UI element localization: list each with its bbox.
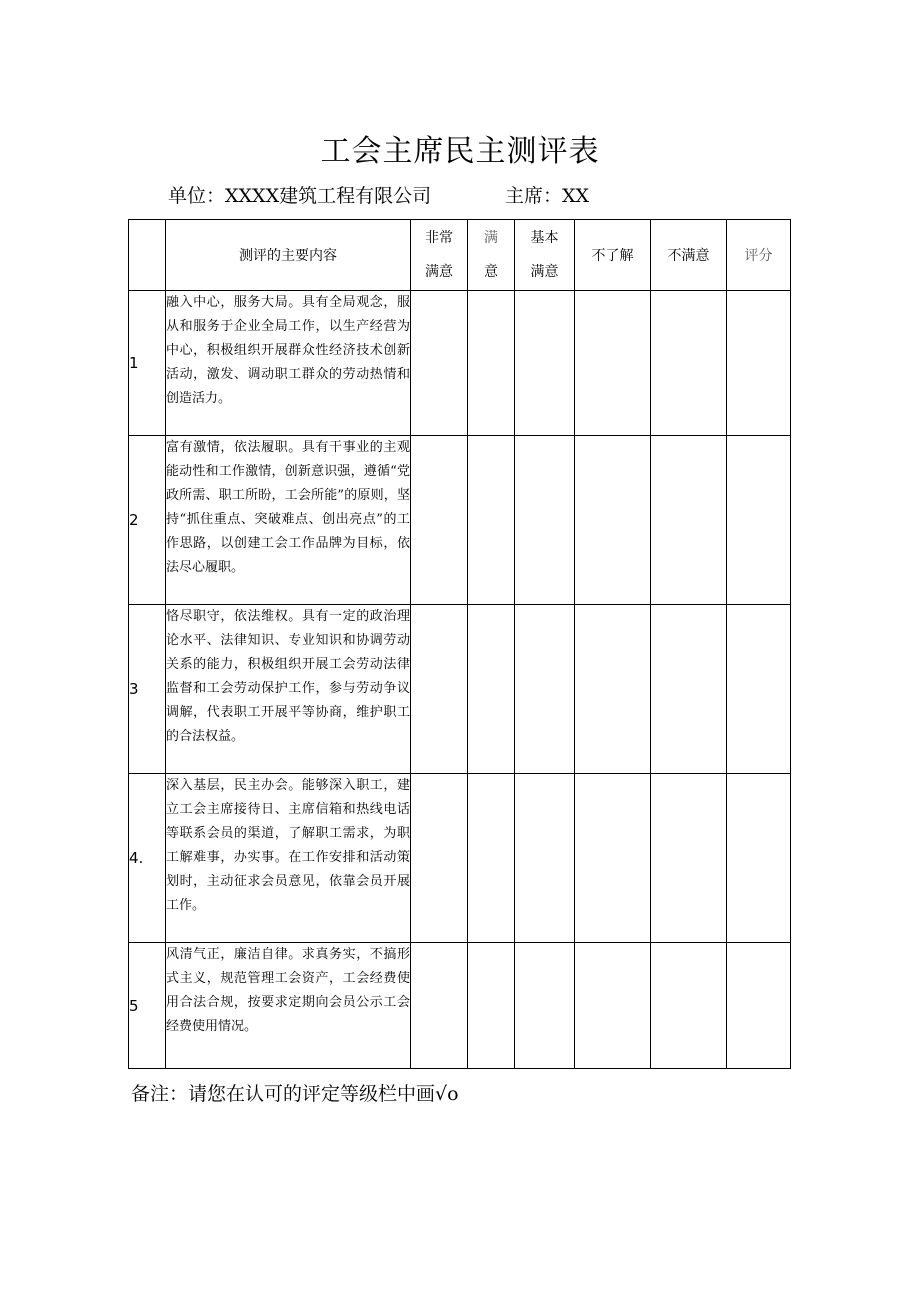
cell-unknown[interactable] [575,291,651,436]
table-row [129,436,791,605]
header-basic-line2: 满意 [530,264,559,280]
cell-unsatisfied[interactable] [651,774,727,943]
header-unknown: 不了解 [575,220,651,291]
cell-unknown[interactable] [575,943,651,1069]
cell-score[interactable] [727,774,791,943]
cell-basic-satisfied[interactable] [515,291,575,436]
cell-unknown[interactable] [575,436,651,605]
cell-basic-satisfied[interactable] [515,943,575,1069]
row-content: 富有激情，依法履职。具有干事业的主观能动性和工作激情，创新意识强，遵循“党政所需、职工所盼，工会所能”的原则，坚持“抓住重点、突破难点、创出亮点”的工作思路，以创建工会工作品牌为目标，依法尽心履职。 [166,436,411,605]
row-number: 4. [129,774,166,943]
header-satisfied [468,220,515,291]
header-content: 测评的主要内容 [166,220,411,291]
row-content: 融入中心，服务大局。具有全局观念，服从和服务于企业全局工作，以生产经营为中心，积极组织开展群众性经济技术创新活动，激发、调动职工群众的劳动热情和创造活力。 [166,291,411,436]
cell-score[interactable] [727,605,791,774]
header-unsatisfied: 不满意 [651,220,727,291]
cell-very-satisfied[interactable] [411,774,468,943]
remarks-note: 备注：请您在认可的评定等级栏中画√o [131,1083,459,1105]
cell-score[interactable] [727,436,791,605]
table-row [129,605,791,774]
header-satisfied-line2: 意 [484,264,498,280]
cell-satisfied[interactable] [468,774,515,943]
cell-unsatisfied[interactable] [651,605,727,774]
row-number: 1 [129,291,166,436]
cell-satisfied[interactable] [468,605,515,774]
header-score: 评分 [727,220,791,291]
table-row [129,291,791,436]
row-number: 3 [129,605,166,774]
table-row [129,943,791,1069]
cell-score[interactable] [727,943,791,1069]
header-number [129,220,166,291]
cell-unsatisfied[interactable] [651,291,727,436]
row-number: 2 [129,436,166,605]
header-very-satisfied [411,220,468,291]
cell-very-satisfied[interactable] [411,436,468,605]
row-content: 恪尽职守，依法维权。具有一定的政治理论水平、法律知识、专业知识和协调劳动关系的能力，积极组织开展工会劳动法律监督和工会劳动保护工作，参与劳动争议调解，代表职工开展平等协商，维护职工的合法权益。 [166,605,411,774]
page-title: 工会主席民主测评表 [320,134,600,169]
row-number: 5 [129,943,166,1069]
cell-very-satisfied[interactable] [411,943,468,1069]
header-basic-line1: 基本 [530,230,559,246]
header-very-satisfied-line1: 非常 [425,230,453,246]
header-row [129,220,791,291]
cell-unsatisfied[interactable] [651,436,727,605]
cell-satisfied[interactable] [468,436,515,605]
unit-label: 单位：XXXX建筑工程有限公司 [168,185,432,207]
cell-very-satisfied[interactable] [411,605,468,774]
cell-satisfied[interactable] [468,943,515,1069]
chairman-label: 主席：XX [505,185,590,207]
cell-unknown[interactable] [575,605,651,774]
table-row [129,774,791,943]
header-satisfied-line1: 满 [484,230,498,246]
cell-basic-satisfied[interactable] [515,605,575,774]
header-very-satisfied-line2: 满意 [425,264,453,280]
row-content: 风清气正，廉洁自律。求真务实，不搞形式主义，规范管理工会资产，工会经费使用合法合规，按要求定期向会员公示工会经费使用情况。 [166,943,411,1069]
cell-satisfied[interactable] [468,291,515,436]
cell-basic-satisfied[interactable] [515,774,575,943]
cell-unsatisfied[interactable] [651,943,727,1069]
cell-very-satisfied[interactable] [411,291,468,436]
cell-unknown[interactable] [575,774,651,943]
cell-score[interactable] [727,291,791,436]
header-basic-satisfied [515,220,575,291]
cell-basic-satisfied[interactable] [515,436,575,605]
row-content: 深入基层，民主办会。能够深入职工，建立工会主席接待日、主席信箱和热线电话等联系会员的渠道，了解职工需求，为职工解难事，办实事。在工作安排和活动策划时，主动征求会员意见，依靠会员开展工作。 [166,774,411,943]
evaluation-table [128,219,791,1069]
